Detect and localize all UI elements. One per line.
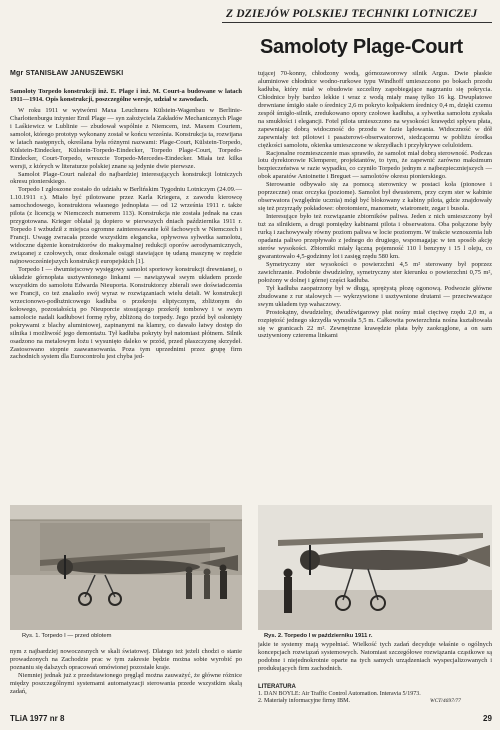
author: Mgr STANISŁAW JANUSZEWSKI <box>10 70 124 77</box>
bottom-left-column <box>10 648 242 720</box>
caption-photo-2: Rys. 2. Torpedo I w październiku 1911 r. <box>264 633 373 639</box>
body-paragraph: W roku 1911 w wytwórni Maxa Leuchnera Külstein-Wagenbau w Berlinie-Charlottenburgu inżynier Emil Plage — syn założyciela Zakładów Mechanicznych Plage i Laśkiewicz w Lublinie — zbudował wspólnie z Niemcem, inż. Maxem Courtem, samolot, którego prototyp wykonany został w końcu września. Konstrukcja ta, rozwijana w latach następnych, określana była różnymi nazwami: Plage-Court, Külstein-Torpedo, Külstein-Eindecker, Külstein-Torpedo-Eindecker, Torpedo Plage-Court, Torpedo-Eindecker, Court-Torpedo, wreszcie Torpedo-Mercedes-Eindecker. Miała też kilka wersji, z których w literaturze polskiej znane są jedynie dwie pierwsze. <box>10 106 242 170</box>
body-paragraph: Torpedo I zgłoszone zostało do udziału w Berlińskim Tygodniu Lotniczym (24.09.—1.10.1911 r.). Miało być pilotowane przez Karla Kriegera, z zawodu kierowcę samochodowego, konstruktora własnego jednopłata — od 12 września 1911 r. także pilota (z licencją w Niemczech numerem 113). Konstrukcja nie została jednak na czas przygotowana. Krieger oblatał ją dopiero w pierwszych dniach października 1911 r. Torpedo I wzbudził z miejsca ogromne zainteresowanie kół fachowych w Niemczech i Francji. Uwagę zwracała przede wszystkim elegancka, opływowa sylwetka samolotu, widoczne dążenie konstruktorów do maksymalnej redukcji oporów aerodynamicznych, związanej z czołowych, oraz doskonale osiągi stawiające tę udaną maszynę w rzędzie najnowocześniejszych konstrukcji europejskich [1]. <box>10 186 242 266</box>
photo-torpedo-before-flight <box>10 505 242 630</box>
body-paragraph: Tył kadłuba zaopatrzony był w długą, sprężystą płozę ogonową. Podwozie główne zbudowane z rur stalowych — wykrzywione i usztywnione drutami — przeciwważące swym układem typ wahaczowy. <box>258 284 492 308</box>
body-paragraph: jakie te systemy mają wypełniać. Wielkość tych zadań decyduje właśnie o ogólnych koncepcjach rozwiązań systemowych. Natomiast szczegółowe rozwiązania cząstkowe są podobne i niejednokrotnie oparte na tych samych urządzeniach wyspecjalizowanych i produkujących firm zachodnich. <box>258 641 492 672</box>
photo-torpedo-october-1911 <box>258 505 492 630</box>
body-paragraph: Samolot Plage-Court należał do najbardziej interesujących konstrukcji lotniczych okresu pionierskiego. <box>10 170 242 186</box>
lead-paragraph: Samoloty Torpedo konstrukcji inż. E. Plage i inż. M. Court-a budowane w latach 1911—1914. Opis konstrukcji, poszczególne wersje, udział w zawodach. <box>10 88 242 103</box>
body-paragraph: Symetryczny ster wysokości o powierzchni 4,5 m² sterowany był poprzez zawichrzanie. Podobnie dwudzielny, symetryczny ster kierunku o powierzchni 0,75 m², położony w dolnej i górnej części kadłuba. <box>258 260 492 284</box>
article-code: WCT/4697/77 <box>430 698 461 704</box>
body-paragraph: Racjonalne rozmieszczenie mas sprawiło, że samolot miał dobrą sterowność. Podczas lotu dyrektorowie Klemperer, projektantów, to tym, że zapewnić zarówno maksimum bezpieczeństwa w razie wypadku, co czyniło Torpedo jednym z najbezpieczniejszych — obok aparatów Antoinette i Breguet — samolotów okresu pionierskiego. <box>258 149 492 181</box>
body-paragraph: Sterowanie odbywało się za pomocą sterownicy w postaci koła (pionowe i poprzeczne) oraz orczyka (poziome). Samolot był dwusterem, przy czym ster w kabinie obserwatora (względnie ucznia) mógł być blokowany z kabiny pilota, gdzie znajdowały się też przyrządy pokładowe: obrotomierz, manometr, wiatrometr, zegar i busola. <box>258 181 492 213</box>
right-column <box>258 70 492 500</box>
body-paragraph: Interesujące było też rozwiązanie zbiorników paliwa. Jeden z nich umieszczony był tuż za silnikiem, a drugi pomiędzy kabinami pilota i obserwatora. Oba połączone były rurką i zachowywały równy poziom paliwa w locie poziomym. W trakcie wznoszenia lub opadania paliwo przepływało z jednego do drugiego, wspomagając w ten sposób akcję sterów wysokości. Zbiorniki miały łączną pojemność 110 l benzyny i 15 l oleju, co gwarantowało 4,5-godzinny lot i zasięg rzędu 580 km. <box>258 213 492 260</box>
header-rule <box>222 22 492 23</box>
literature-heading: LITERATURA <box>258 684 296 690</box>
series-heading: Z DZIEJÓW POLSKIEJ TECHNIKI LOTNICZEJ <box>226 8 478 20</box>
body-paragraph: nym z najbardziej nowoczesnych w skali światowej. Dlatego też jeżeli chodzi o stanie prowadzonych na Zachodzie prac w tym zakresie będzie można sobie wyrobić po poznaniu się dalszych opracowań omówionej pozostałe kraje. <box>10 648 242 671</box>
caption-photo-1: Rys. 1. Torpedo I — przed oblotem <box>22 633 112 639</box>
literature-item: 2. Materiały informacyjne firmy IBM. <box>258 698 350 704</box>
left-column <box>10 88 242 500</box>
page-number: 29 <box>483 714 492 723</box>
body-paragraph: Niemniej jednak już z przedstawionego pręgląd można zauważyć, że główne różnice między poszczególnymi systemami automatyzacji sterowania przede wszystkim skalą zadań, <box>10 671 242 695</box>
body-paragraph: Torpedo I — dwumiejscowy wysięgowy samolot sportowy konstrukcji drewnianej, o układzie górnopłata usztywnionego linkami — nawiązywał swym układem przede wszystkim do samolotu Edwarda Nieuporta. Konstruktorzy zbierali swe doświadczenia we Francji, co też znalazło swój wyraz w rozwiązaniach wielu detali. W konstrukcji wrzecionowo-podłużnicowego kadłuba o przekroju eliptycznym, zbliżonym do kołowego, pozostałością po Nieuporcie stosującego przekrój tombowy i w swym samolocie nadali kadłubowi formę ryby, zbliżoną do torpedy. Jego przód był osłonięty pokrywami z blachy aluminiowej, zapinanymi na klamry, co dawało łatwy dostęp do silnika i możliwość jego demontażu. Tył kadłuba pokryty był natomiast płótnem. Silnik osadzono na metalowym łożu i wysunięto daleko w przód, przed płaszczyznę skrzydeł. Zastosowano stopnie zaawansowania. Poza tym uprzednimi przez grupę firm zachodnich system dla Eurocontrolu jest chyba jed- <box>10 265 242 361</box>
bottom-right-column <box>258 641 492 683</box>
body-paragraph: tującej 70-konny, chłodzony wodą, górnozaworowy silnik Argus. Dwie płaskie aluminiowe chłodnice wodno-rurkowe typu Windhoff umieszczono po bokach przodu kadłuba, który miał w obudowie szczeliny zapobiegające nagrzaniu się pokrycia. Chłodnice były bardzo lekkie i wraz z wodą miały masę tylko 16 kg. Dwupłatowe drewniane śmigło stałe o średnicy 2,6 m pokryto kołpakiem średnicy 0,4 m, dzięki czemu zespół śmigło-silnik, zredukowano opory czołowe kadłuba, a sylwetka samolotu zyskała na smukłości i elegancji. Fotel pilota umieszczono na wysokości krawędzi spływu płata, zapewniając dobrą widoczność do przodu w fazie lądowania. Widoczność w dół zapewniały też pilotowi i pasażerowi-obserwatorowi, siedzącemu w pobliżu środka ciężkości samolotu, okienka umieszczone w skrzydłach i przyłykrywe celuloidem. <box>258 70 492 149</box>
body-paragraph: Prostokątny, dwudzielny, dwudźwigarowy płat nośny miał cięciwę rzędu 2,0 m, a rozpiętość jednego skrzydła wynosiła 5,5 m. Całkowita powierzchnia nośna kształtowała się w granicach 22 m². Zewnętrzne krawędzie płata były zaokrąglone, a on sam usztywniony czterema linkami <box>258 308 492 340</box>
article-title: Samoloty Plage-Court <box>260 36 463 58</box>
literature-item: 1. DAN BOYLE: Air Traffic Control Automation. Interavia 5/1973. <box>258 691 421 697</box>
footer-issue: TLiA 1977 nr 8 <box>10 714 65 723</box>
